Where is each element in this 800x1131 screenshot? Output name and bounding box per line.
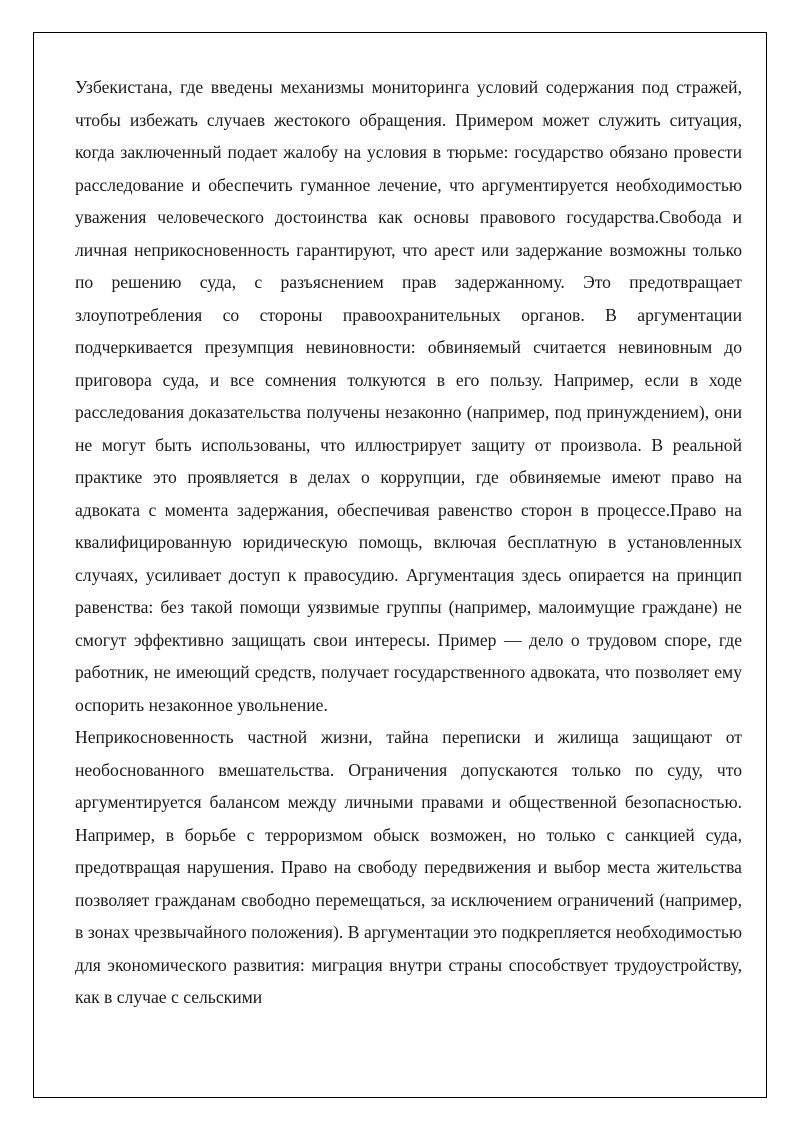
paragraph-1: Узбекистана, где введены механизмы мониторинга условий содержания под стражей, чтобы избежать случаев жестокого обращения. Примером может служить ситуация, когда заключенный подает жалобу на условия в тюрьме: государство обязано провести расследование и обеспечить гуманное лечение, что аргументируется необходимостью уважения человеческого достоинства как основы правового государства.Свобода и личная неприкосновенность гарантируют, что арест или задержание возможны только по решению суда, с разъяснением прав задержанному. Это предотвращает злоупотребления со стороны правоохранительных органов. В аргументации подчеркивается презумпция невиновности: обвиняемый считается невиновным до приговора суда, и все сомнения толкуются в его пользу. Например, если в ходе расследования доказательства получены незаконно (например, под принуждением), они не могут быть использованы, что иллюстрирует защиту от произвола. В реальной практике это проявляется в делах о коррупции, где обвиняемые имеют право на адвоката с момента задержания, обеспечивая равенство сторон в процессе.Право на квалифицированную юридическую помощь, включая бесплатную в установленных случаях, усиливает доступ к правосудию. Аргументация здесь опирается на принцип равенства: без такой помощи уязвимые группы (например, малоимущие граждане) не смогут эффективно защищать свои интересы. Пример — дело о трудовом споре, где работник, не имеющий средств, получает государственного адвоката, что позволяет ему оспорить незаконное увольнение.: [75, 77, 742, 715]
document-body: [75, 71, 742, 1014]
paragraph-2: Неприкосновенность частной жизни, тайна переписки и жилища защищают от необоснованного вмешательства. Ограничения допускаются только по суду, что аргументируется балансом между личными правами и общественной безопасностью. Например, в борьбе с терроризмом обыск возможен, но только с санкцией суда, предотвращая нарушения. Право на свободу передвижения и выбор места жительства позволяет гражданам свободно перемещаться, за исключением ограничений (например, в зонах чрезвычайного положения). В аргументации это подкрепляется необходимостью для экономического развития: миграция внутри страны способствует трудоустройству, как в случае с сельскими: [75, 727, 742, 1007]
